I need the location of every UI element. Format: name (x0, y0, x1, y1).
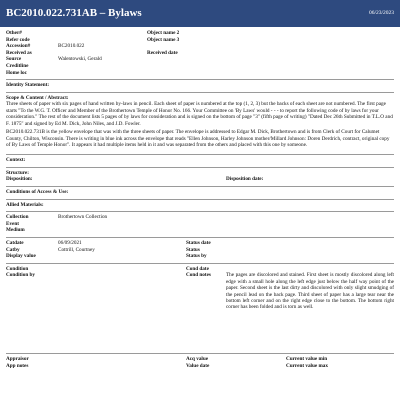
status-by-label: Status by (186, 253, 207, 260)
field-row-catby (6, 247, 394, 254)
field-row-app-notes (6, 363, 394, 370)
field-row-event (6, 221, 394, 228)
homeloc-label: Home loc (6, 69, 27, 76)
value-date-label: Value date (186, 362, 210, 369)
divider (6, 186, 394, 187)
field-row-catdate (6, 240, 394, 247)
disposition-date-label: Disposition date: (226, 176, 264, 183)
refer-label: Refer code (6, 36, 30, 43)
objname2-label: Object name 2 (147, 30, 180, 36)
condition-label: Condition (6, 265, 29, 272)
divider (6, 167, 394, 168)
context-label: Context: (6, 157, 26, 164)
field-row-creditline (6, 63, 394, 70)
field-row-source (6, 56, 394, 63)
field-row-medium (6, 227, 394, 234)
divider (6, 154, 394, 155)
divider (6, 353, 394, 354)
field-row-collection (6, 214, 394, 221)
divider (6, 79, 394, 80)
divider (6, 237, 394, 238)
record-header (0, 0, 400, 27)
medium-label: Medium (6, 227, 25, 234)
accession-value: BC2010.022 (58, 43, 85, 50)
field-row-homeloc (6, 70, 394, 77)
display-value-label: Display value (6, 253, 36, 260)
scope-content-label: Scope & Content / Abstract: (6, 94, 69, 101)
creditline-label: Creditline (6, 62, 29, 69)
scope-paragraph-1: Three sheets of paper with six pages of hand written by-laws in pencil. Each sheet of paper is numbered at the top (1, 2, 3) but the backs of each sheet are not numbered. The first page starts "To the W.G. T. Officer and Member of the Brothertown Temple of Honor No. 166. Your Committee on 'By Laws' would - - - to report the following code of by laws for your consideration." The rest of the document lists 5 pages of by laws for consideration and is signed on the bottom of page "3" (fifth page of writing) "Dated Dec 26th Submitted in T.L.O and F. 1875" and signed by Ed M. Dick, John Niles, and J.D. Fowler. (6, 101, 393, 127)
app-notes-label: App notes (6, 362, 29, 369)
allied-materials-label: Allied Materials: (6, 201, 44, 208)
received-as-label: Received as (6, 49, 32, 56)
current-min-label: Current value min (286, 356, 328, 363)
received-date-label: Received date (147, 49, 178, 56)
field-row-disposition (6, 176, 394, 183)
cond-notes-value: The pages are discolored and stained. First sheet is mostly discolored along left edge with a small hole along the left edge just below the half way point of the paper. Second sheet is the last dirty and discolored with only slight smudging of the pencil lead on the back page. Third sheet of paper has a large tear near the bottom left corner and on the right edge close to the bottom. The bottom right corner has been folded and is torn as well. (226, 272, 394, 311)
divider (6, 92, 394, 93)
status-date-label: Status date (186, 239, 211, 246)
divider (6, 211, 394, 212)
field-row-display-value (6, 253, 394, 260)
cond-notes-label: Cond notes (186, 272, 211, 279)
collection-label: Collection (6, 214, 29, 221)
field-row-accession (6, 43, 394, 50)
field-row-appraisor (6, 356, 394, 363)
event-label: Event (6, 220, 19, 227)
source-value: Walentowski, Gerald (58, 56, 102, 63)
field-row-refer (6, 37, 394, 44)
record-title: BC2010.022.731AB – Bylaws (6, 7, 142, 20)
field-row-received (6, 50, 394, 57)
record-body (6, 30, 394, 370)
current-max-label: Current value max (286, 362, 328, 369)
catby-label: Catby (6, 246, 20, 253)
catdate-value: 06/09/2021 (58, 239, 82, 246)
record-date: 06/23/2023 (368, 10, 394, 17)
source-label: Source (6, 56, 22, 63)
conditions-access-label: Conditions of Access & Use: (6, 188, 69, 195)
catdate-label: Catdate (6, 239, 24, 246)
divider (6, 263, 394, 264)
other-label: Other# (6, 30, 22, 36)
cond-date-label: Cond date (186, 265, 209, 272)
acq-value-label: Acq value (186, 356, 209, 363)
objname3-label: Object name 3 (147, 36, 180, 43)
divider (6, 199, 394, 200)
catby-value: Cottrill, Courtney (58, 246, 95, 253)
status-label: Status (186, 246, 200, 253)
accession-label: Accession# (6, 43, 31, 50)
field-row-other (6, 30, 394, 37)
condition-by-label: Condition by (6, 272, 35, 279)
appraisor-label: Appraisor (6, 356, 29, 363)
identity-statement-label: Identity Statement: (6, 82, 50, 89)
disposition-label: Disposition: (6, 176, 33, 183)
collection-value: Brothertown Collection (58, 214, 108, 221)
scope-paragraph-2: BC2010.022.731B is the yellow envelope that was with the three sheets of paper. The envelope is addressed to Edgar M. Dick, Brothertown and is from Clerk of Court for Calumet County, Chilton, Wisconsin. There is writing in blue ink across the envelope that reads "Ellen Johnson, Harley Johnson mother/Millard Johnson: Doren Derdrich, contract, original copy of By Laws of Temple Honor". It appears it had multiple items held in it and was separated from the others and placed with this one by someone. (6, 129, 390, 149)
structure-label: Structure: (6, 169, 29, 176)
condition-notes-block (6, 272, 394, 350)
